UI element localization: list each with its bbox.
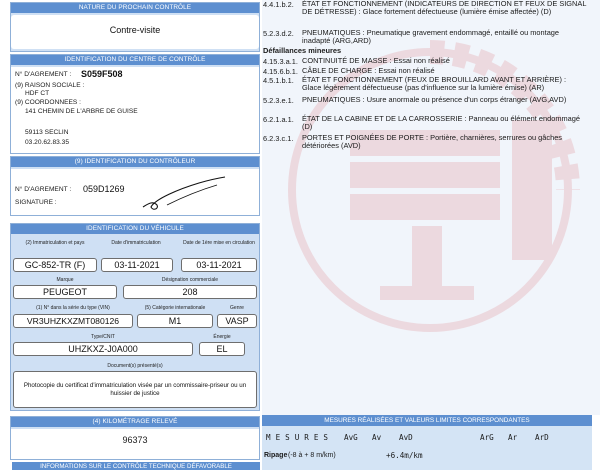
mesures-header: MESURES RÉALISÉES ET VALEURS LIMITES CORRESPONDANTES [262, 415, 592, 426]
categorie-label: (5) Catégorie internationale [144, 305, 206, 311]
immat-value: GC-852-TR (F) [13, 258, 97, 272]
date-immat-label: Date d'immatriculation [111, 240, 161, 246]
next-visit-section [10, 2, 260, 52]
col-arg: ArG [480, 433, 494, 442]
marque-label: Marque [56, 277, 74, 283]
defect-text: PORTES ET POIGNÉES DE PORTE : Portière, charnières, serrures ou gâches détériorées (AVD) [302, 133, 562, 151]
controleur-signature-label: SIGNATURE : [15, 199, 57, 206]
kilometrage-header: (4) KILOMÉTRAGE RELEVÉ [11, 417, 259, 427]
kilometrage-section [10, 416, 260, 460]
col-ar: Ar [508, 433, 518, 442]
immat-label: (2) Immatriculation et pays [25, 240, 85, 246]
kilometrage-value: 96373 [11, 429, 259, 459]
defect-text: ÉTAT ET FONCTIONNEMENT (INDICATEURS DE DIRECTION ET FEUX DE SIGNAL DE DÉTRESSE) : Glace fortement défectueuse (lumière émise affectée) (D) [302, 0, 587, 17]
defect-text: ÉTAT DE LA CABINE ET DE LA CARROSSERIE : Panneau ou élément endommagé (D) [302, 114, 580, 132]
defect-code: 6.2.3.c.1. [263, 134, 294, 143]
next-visit-value: Contre-visite [11, 15, 259, 49]
controleur-agrement-label: N° D'AGREMENT : [15, 186, 72, 193]
col-ard: ArD [535, 433, 549, 442]
mineures-title: Défaillances mineures [263, 46, 342, 55]
type-label: Type/CNIT [91, 334, 115, 340]
defect-text: PNEUMATIQUES : Usure anormale ou présence d'un corps étranger (AVG,AVD) [302, 95, 567, 104]
defect-code: 4.15.6.b.1. [263, 67, 298, 76]
categorie-value: M1 [137, 314, 213, 328]
energie-label: Énergie [213, 334, 231, 340]
documents-label: Document(s) présenté(s) [107, 363, 163, 369]
centre-city: 59113 SECLIN [25, 129, 69, 136]
type-value: UHZKXZ-J0A000 [13, 342, 193, 356]
centre-coord-label: (9) COORDONNEES : [15, 99, 81, 106]
centre-raison-label: (9) RAISON SOCIALE : [15, 82, 85, 89]
centre-agrement-label: N° D'AGREMENT : [15, 71, 72, 78]
infos-footer-header: INFORMATIONS SUR LE CONTRÔLE TECHNIQUE DÉFAVORABLE [12, 462, 260, 470]
defect-code: 6.2.1.a.1. [263, 115, 294, 124]
col-avd: AvD [399, 433, 413, 442]
defect-code: 5.2.3.d.2. [263, 29, 294, 38]
col-av: Av [372, 433, 382, 442]
vin-label: (1) N° dans la série du type (VIN) [36, 305, 110, 311]
ripage-label: Ripage [264, 452, 288, 459]
date-immat-value: 03-11-2021 [101, 258, 173, 272]
defect-text: ÉTAT ET FONCTIONNEMENT (FEUX DE BROUILLARD AVANT ET ARRIÈRE) : Glace légèrement défectueuse (pas d'influence sur la lumière émise) (AR) [302, 75, 567, 93]
centre-address: 141 CHEMIN DE L'ARBRE DE GUISE [25, 108, 138, 115]
centre-header: IDENTIFICATION DU CENTRE DE CONTRÔLE [11, 55, 259, 65]
defect-code: 5.2.3.e.1. [263, 96, 294, 105]
defect-text: CÂBLE DE CHARGE : Essai non réalisé [302, 66, 435, 75]
defect-code: 4.5.1.b.1. [263, 76, 294, 85]
mesures-title: MESURES [266, 433, 334, 442]
centre-phone: 03.20.62.83.35 [25, 139, 69, 146]
centre-raison-value: HDF CT [25, 90, 50, 97]
defect-text: PNEUMATIQUES : Pneumatique gravement endommagé, entaillé ou montage inadapté (ARG,ARD) [302, 28, 560, 46]
mesures-panel [262, 426, 592, 470]
energie-value: EL [199, 342, 245, 356]
signature-image [139, 175, 229, 213]
centre-agrement-value: S059F508 [81, 69, 123, 79]
next-visit-header: NATURE DU PROCHAIN CONTRÔLE [11, 3, 259, 13]
left-column [0, 0, 262, 470]
col-avg: AvG [344, 433, 358, 442]
date-circ-label: Date de 1ère mise en circulation [183, 240, 255, 246]
vin-value: VR3UHZKXZMT080126 [13, 314, 133, 328]
designation-value: 208 [123, 285, 257, 299]
date-circ-value: 03-11-2021 [181, 258, 257, 272]
defect-text: CONTINUITÉ DE MASSE : Essai non réalisé [302, 56, 450, 65]
defect-code: 4.15.3.a.1. [263, 57, 298, 66]
marque-value: PEUGEOT [13, 285, 117, 299]
controleur-agrement-value: 059D1269 [83, 184, 125, 194]
ripage-range: (-8 à + 8 m/km) [288, 452, 336, 459]
controleur-header: (9) IDENTIFICATION DU CONTRÔLEUR [11, 157, 259, 167]
defect-code: 4.4.1.b.2. [263, 0, 294, 9]
documents-value: Photocopie du certificat d'immatriculation visée par un commissaire-priseur ou un huissier de justice [13, 371, 257, 408]
vehicle-section [10, 223, 260, 411]
designation-label: Désignation commerciale [161, 277, 219, 283]
centre-section [10, 54, 260, 154]
genre-value: VASP [217, 314, 257, 328]
controleur-section [10, 156, 260, 216]
genre-label: Genre [230, 305, 244, 311]
vehicle-header: IDENTIFICATION DU VÉHICULE [11, 224, 259, 234]
ripage-value: +6.4m/km [386, 451, 423, 460]
